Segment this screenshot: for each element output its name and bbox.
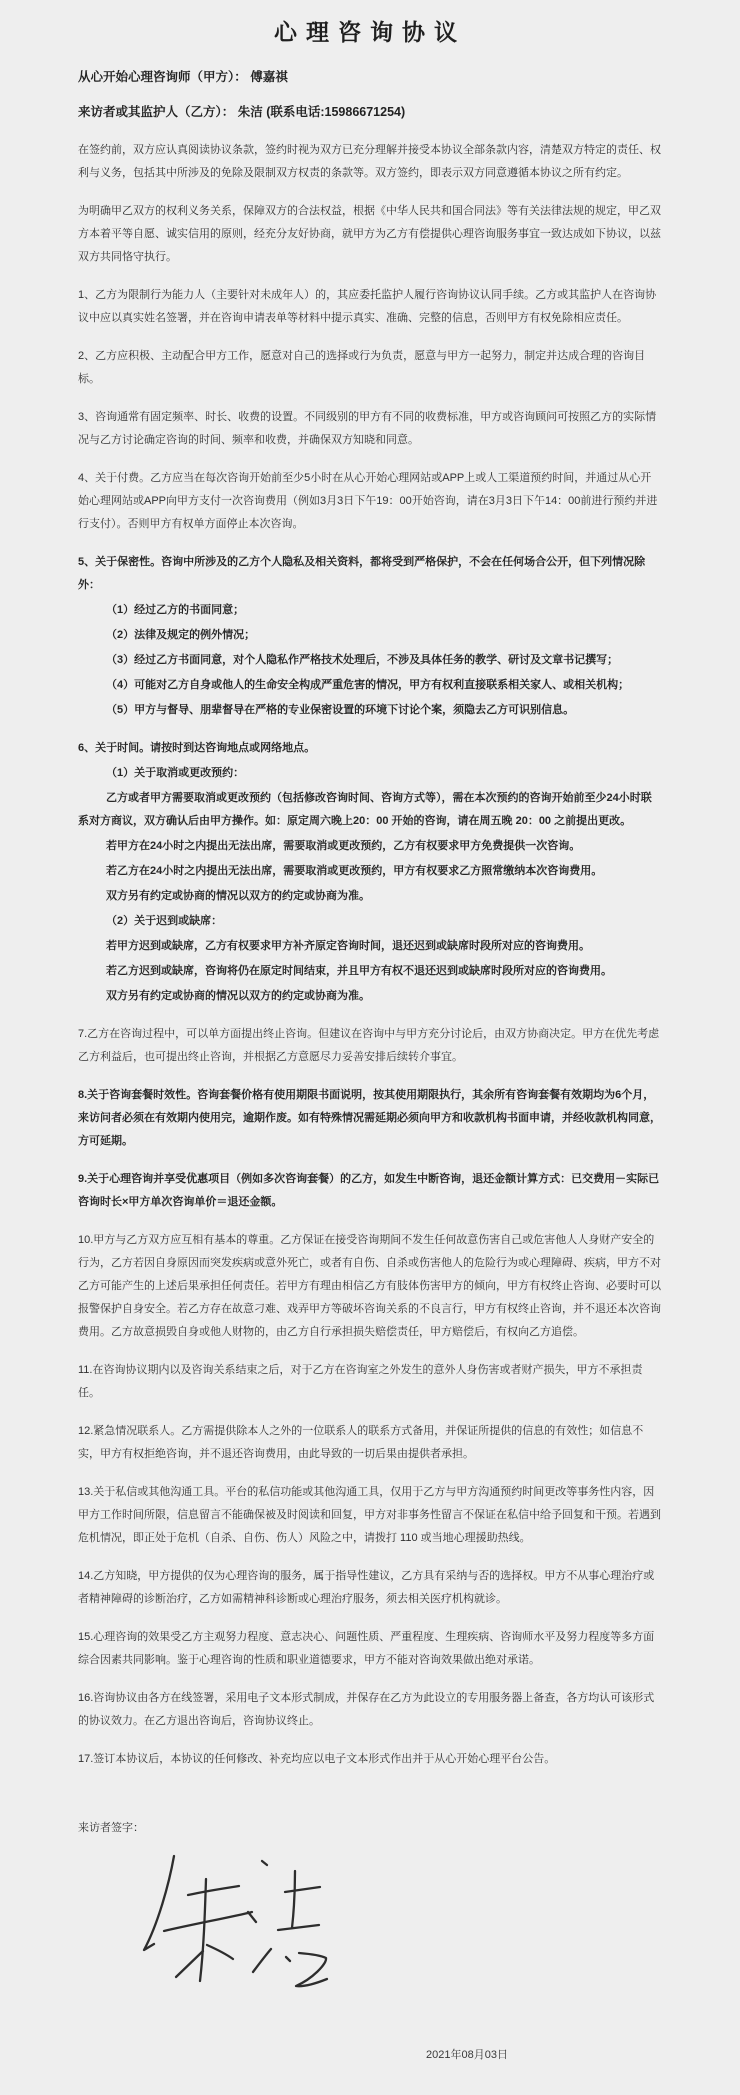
clause-paragraph: 10.甲方与乙方双方应互相有基本的尊重。乙方保证在接受咨询期间不发生任何故意伤害自己或危害他人人身财产安全的行为，乙方若因自身原因而突发疾病或意外死亡，或者有自伤、自杀或伤害他人的危险行为或心理障碍、疾病，甲方不对乙方可能产生的上述后果承担任何责任。若甲方有理由相信乙方有肢体伤害甲方的倾向，甲方有权终止咨询、必要时可以报警保护自身安全。若乙方存在故意刁难、戏弄甲方等破坏咨询关系的不良言行，甲方有权终止咨询，并不退还本次咨询费用。乙方故意损毁自身或他人财物的，由乙方自行承担损失赔偿责任，甲方赔偿后，有权向乙方追偿。 [78,1234,661,1338]
clause-paragraph: （2）关于迟到或缺席： [106,915,223,927]
clause-paragraph: （2）法律及规定的例外情况； [106,629,256,641]
clause-paragraph: 17.签订本协议后，本协议的任何修改、补充均应以电子文本形式作出并于从心开始心理平台公告。 [78,1753,556,1765]
clause-paragraph: 双方另有约定或协商的情况以双方的约定或协商为准。 [106,990,370,1002]
clause-paragraph: 双方另有约定或协商的情况以双方的约定或协商为准。 [106,890,370,902]
clause-paragraph: 8.关于咨询套餐时效性。咨询套餐价格有使用期限书面说明，按其使用期限执行，其余所有咨询套餐有效期均为6个月，来访问者必须在有效期内使用完，逾期作废。如有特殊情况需延期必须向甲方和收款机构书面申请，并经收款机构同意，方可延期。 [78,1089,661,1147]
clause-paragraph: 若乙方在24小时之内提出无法出席，需要取消或更改预约，甲方有权要求乙方照常缴纳本次咨询费用。 [106,865,603,877]
party-a-line: 从心开始心理咨询师（甲方）： 傅嘉祺 [78,70,288,84]
clauses-container [78,139,662,1771]
signature-label: 来访者签字： [78,1822,144,1834]
clause-paragraph: 4、关于付费。乙方应当在每次咨询开始前至少5小时在从心开始心理网站或APP上或人工渠道预约时间，并通过从心开始心理网站或APP向甲方支付一次咨询费用（例如3月3日下午19：00开始咨询，请在3月3日下午14：00前进行预约并进行支付）。否则甲方有权单方面停止本次咨询。 [78,472,658,530]
clause-paragraph: 若乙方迟到或缺席，咨询将仍在原定时间结束，并且甲方有权不退还迟到或缺席时段所对应的咨询费用。 [106,965,612,977]
agreement-date: 2021年08月03日 [426,2049,508,2061]
clause-paragraph: 14.乙方知晓，甲方提供的仅为心理咨询的服务，属于指导性建议，乙方具有采纳与否的选择权。甲方不从事心理治疗或者精神障碍的诊断治疗，乙方如需精神科诊断或心理治疗服务，须去相关医疗机构就诊。 [78,1570,655,1605]
clause-paragraph: （3）经过乙方书面同意，对个人隐私作严格技术处理后，不涉及具体任务的教学、研讨及文章书记撰写； [106,654,619,666]
clause-paragraph: 12.紧急情况联系人。乙方需提供除本人之外的一位联系人的联系方式备用，并保证所提供的信息的有效性；如信息不实，甲方有权拒绝咨询，并不退还咨询费用，由此导致的一切后果由提供者承担。 [78,1425,644,1460]
clause-paragraph: 若甲方迟到或缺席，乙方有权要求甲方补齐原定咨询时间，退还迟到或缺席时段所对应的咨询费用。 [106,940,590,952]
clause-paragraph: 5、关于保密性。咨询中所涉及的乙方个人隐私及相关资料，都将受到严格保护，不会在任何场合公开，但下列情况除外： [78,556,646,591]
clause-paragraph: 2、乙方应积极、主动配合甲方工作，愿意对自己的选择或行为负责，愿意与甲方一起努力，制定并达成合理的咨询目标。 [78,350,646,385]
clause-paragraph: （4）可能对乙方自身或他人的生命安全构成严重危害的情况，甲方有权利直接联系相关家人、或相关机构； [106,679,630,691]
signature-drawing [120,1840,370,2002]
clause-paragraph: 为明确甲乙双方的权利义务关系，保障双方的合法权益，根据《中华人民共和国合同法》等有关法律法规的规定，甲乙双方本着平等自愿、诚实信用的原则，经充分友好协商，就甲方为乙方有偿提供心理咨询服务事宜一致达成如下协议，以兹双方共同恪守执行。 [78,205,661,263]
party-b-line: 来访者或其监护人（乙方）： 朱洁 (联系电话:15986671254) [78,105,406,119]
clause-paragraph: 1、乙方为限制行为能力人（主要针对未成年人）的，其应委托监护人履行咨询协议认同手续。乙方或其监护人在咨询协议中应以真实姓名签署，并在咨询申请表单等材料中提示真实、准确、完整的信息，否则甲方有权免除相应责任。 [78,289,657,324]
clause-paragraph: 乙方或者甲方需要取消或更改预约（包括修改咨询时间、咨询方式等），需在本次预约的咨询开始前至少24小时联系对方商议，双方确认后由甲方操作。如：原定周六晚上20：00 开始的咨询，请在周五晚 20：00 之前提出更改。 [78,792,652,827]
page-title: 心理咨询协议 [274,19,466,45]
clause-paragraph: （1）关于取消或更改预约： [106,767,245,779]
clause-paragraph: 6、关于时间。请按时到达咨询地点或网络地点。 [78,742,316,754]
clause-paragraph: （5）甲方与督导、朋辈督导在严格的专业保密设置的环境下讨论个案，须隐去乙方可识别信息。 [106,704,575,716]
clause-paragraph: 11.在咨询协议期内以及咨询关系结束之后，对于乙方在咨询室之外发生的意外人身伤害或者财产损失，甲方不承担责任。 [78,1364,643,1399]
clause-paragraph: 3、咨询通常有固定频率、时长、收费的设置。不同级别的甲方有不同的收费标准，甲方或咨询顾问可按照乙方的实际情况与乙方讨论确定咨询的时间、频率和收费，并确保双方知晓和同意。 [78,411,657,446]
clause-paragraph: 9.关于心理咨询并享受优惠项目（例如多次咨询套餐）的乙方，如发生中断咨询，退还金额计算方式：已交费用－实际已咨询时长×甲方单次咨询单价＝退还金额。 [78,1173,660,1208]
clause-paragraph: 若甲方在24小时之内提出无法出席，需要取消或更改预约，乙方有权要求甲方免费提供一次咨询。 [106,840,581,852]
signature-ink [144,1856,327,1986]
clause-paragraph: 在签约前，双方应认真阅读协议条款，签约时视为双方已充分理解并接受本协议全部条款内容，清楚双方特定的责任、权利与义务，包括其中所涉及的免除及限制双方权责的条款等。双方签约，即表示双方同意遵循本协议之所有约定。 [78,144,661,179]
clause-paragraph: 7.乙方在咨询过程中，可以单方面提出终止咨询。但建议在咨询中与甲方充分讨论后，由双方协商决定。甲方在优先考虑乙方利益后，也可提出终止咨询，并根据乙方意愿尽力妥善安排后续转介事宜。 [78,1028,660,1063]
clause-paragraph: 13.关于私信或其他沟通工具。平台的私信功能或其他沟通工具，仅用于乙方与甲方沟通预约时间更改等事务性内容，因甲方工作时间所限，信息留言不能确保被及时阅读和回复，甲方对非事务性留言不保证在私信中给予回复和干预。若遇到危机情况，即正处于危机（自杀、自伤、伤人）风险之中，请拨打 110 或当地心理援助热线。 [78,1486,661,1544]
signature-area [120,1840,370,2002]
clause-paragraph: （1）经过乙方的书面同意； [106,604,245,616]
clause-paragraph: 15.心理咨询的效果受乙方主观努力程度、意志决心、问题性质、严重程度、生理疾病、咨询师水平及努力程度等多方面综合因素共同影响。鉴于心理咨询的性质和职业道德要求，甲方不能对咨询效果做出绝对承诺。 [78,1631,655,1666]
clause-paragraph: 16.咨询协议由各方在线签署，采用电子文本形式制成，并保存在乙方为此设立的专用服务器上备查，各方均认可该形式的协议效力。在乙方退出咨询后，咨询协议终止。 [78,1692,655,1727]
